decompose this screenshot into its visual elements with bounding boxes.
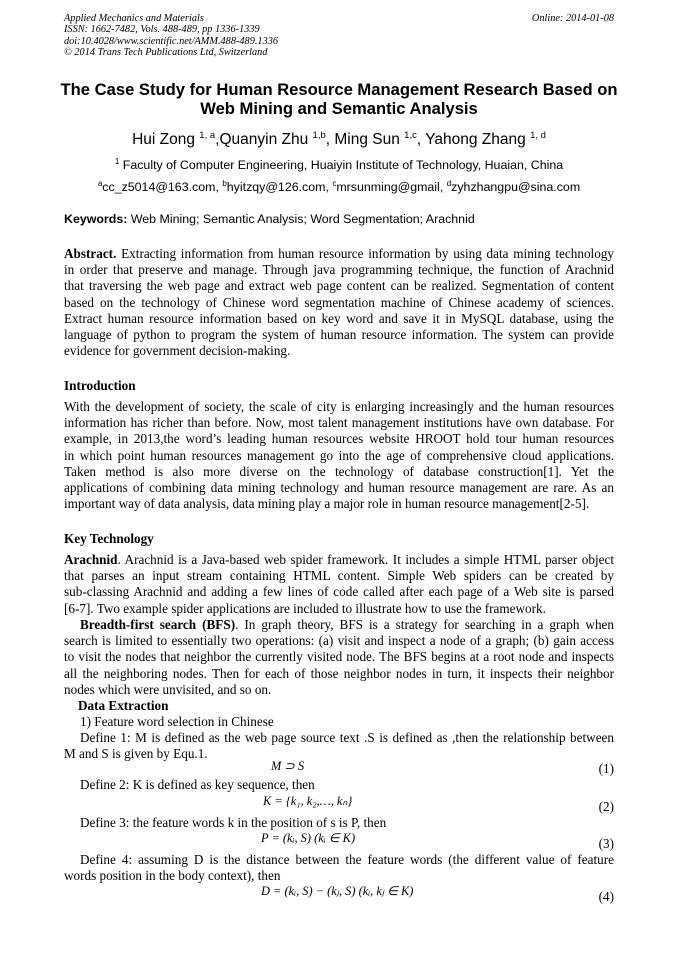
equation-1-number: (1) <box>598 761 614 776</box>
author-sep: , <box>325 131 331 149</box>
abstract-line: Extract human resource information based on key word and save it in MySQL database, using the <box>64 310 614 326</box>
key-technology-heading: Key Technology <box>64 531 154 546</box>
abstract-line: Extracting information from human resource information by using data mining technology <box>116 246 614 261</box>
abstract <box>64 246 614 359</box>
introduction-line: information has richer than before. Now, most talent management institutions have own database. For <box>64 415 614 431</box>
bfs-line: all the neighboring nodes. Then for each of those neighbor nodes in turn, it inspects their neighbor <box>64 665 614 681</box>
doi: doi:10.4028/www.scientific.net/AMM.488-489.1336 <box>64 35 279 47</box>
keywords-text: Web Mining; Semantic Analysis; Word Segmentation; Arachnid <box>130 212 475 226</box>
equation-2: K = {k₁, k₂,…, kₙ} <box>263 794 353 808</box>
title-line-1: The Case Study for Human Resource Management Research Based on <box>60 80 618 99</box>
define4-paragraph <box>64 852 614 884</box>
data-extraction-heading: Data Extraction <box>78 698 169 713</box>
online-date: Online: 2014-01-08 <box>531 13 614 24</box>
paper-title <box>40 80 638 118</box>
arachnid-line: sub-classing Arachnid and adding a few lines of code called after each page of a Web site is parsed <box>64 584 614 600</box>
issn: ISSN: 1662-7482, Vols. 488-489, pp 1336-1339 <box>64 24 260 36</box>
introduction-line: important way of data analysis, data mining play a major role in human resource management[2-5]. <box>64 496 590 512</box>
email: zyhzhangpu@sina.com <box>451 180 581 195</box>
bfs-line: search is limited to essentially two operations: (a) visit and inspect a node of a graph; (b) gain access <box>64 633 614 649</box>
define4-line: Define 4: assuming D is the distance between the feature words (the different value of feature <box>80 852 614 867</box>
email-sup: d <box>446 179 452 188</box>
arachnid-line: . Arachnid is a Java-based web spider framework. It includes a simple HTML parser object <box>117 552 614 567</box>
define1-paragraph <box>64 730 614 762</box>
define4-line: words position in the body context), then <box>64 868 281 884</box>
author-sup: 1,b <box>312 130 326 141</box>
author-sup: 1,c <box>404 130 417 141</box>
abstract-line: language of python to program the system of human resource information. The system can provide <box>64 327 614 343</box>
arachnid-line: [6-7]. Two example spider applications are included to illustrate how to use the framework. <box>64 600 546 616</box>
bfs-line: to visit the nodes that neighbor the currently visited node. The BFS begins at a root node and inspects <box>64 649 614 665</box>
define1-line: M and S is given by Equ.1. <box>64 746 208 762</box>
introduction-heading: Introduction <box>64 378 136 393</box>
equation-4-number: (4) <box>598 889 614 904</box>
equation-4: D = (kᵢ, S) − (kⱼ, S) (kᵢ, kⱼ ∈ K) <box>261 884 414 898</box>
bfs-line: nodes which were unvisited, and so on. <box>64 681 272 697</box>
arachnid-label: Arachnid <box>64 552 118 567</box>
abstract-label: Abstract. <box>64 246 117 261</box>
author-sep: , <box>416 131 422 149</box>
email: hyitzqy@126.com, <box>226 180 333 195</box>
define1-line: Define 1: M is defined as the web page source text .S is defined as ,then the relationship between <box>80 730 614 745</box>
feature-selection-subheading: 1) Feature word selection in Chinese <box>80 714 274 729</box>
author-name: Yahong Zhang <box>425 131 526 149</box>
introduction-line: example, in 2013,the word’s leading human resources website HROOT hold tour human resources <box>64 431 614 447</box>
equation-2-number: (2) <box>598 799 614 814</box>
author-sup: 1, a <box>199 130 216 141</box>
introduction-line: Taken method is also more diverse on the technology of database construction[1]. Yet the <box>64 463 614 479</box>
equation-1: M ⊃ S <box>271 759 305 773</box>
email-list <box>40 179 638 194</box>
introduction-line: in which point human resources management go into the age of comprehensive cloud applications. <box>64 447 614 463</box>
affiliation <box>40 157 638 172</box>
email-sup: a <box>97 179 103 188</box>
introduction-line: With the development of society, the scale of city is enlarging increasingly and the human resources <box>64 399 614 414</box>
introduction-body <box>64 399 614 512</box>
define2-line: Define 2: K is defined as key sequence, then <box>80 777 315 792</box>
bfs-paragraph <box>64 617 614 698</box>
arachnid-line: that parses an input stream containing HTML content. Simple Web spiders can be created by <box>64 568 614 584</box>
email-sup: b <box>222 179 227 188</box>
bfs-label: Breadth-first search (BFS) <box>80 617 236 632</box>
author-sup: 1, d <box>530 130 546 141</box>
author-name: Ming Sun <box>334 131 400 149</box>
affiliation-sup: 1 <box>114 157 120 166</box>
keywords-label: Keywords: <box>64 212 128 226</box>
arachnid-paragraph <box>64 552 614 617</box>
abstract-line: based on the technology of Chinese word segmentation machine of Chinese academy of sciences. <box>64 294 614 310</box>
journal-name: Applied Mechanics and Materials <box>64 13 204 24</box>
copyright: © 2014 Trans Tech Publications Ltd, Switzerland <box>64 47 268 59</box>
keywords <box>64 212 475 226</box>
define3-line: Define 3: the feature words k in the position of s is P, then <box>80 815 387 830</box>
bfs-line: . In graph theory, BFS is a strategy for searching in a graph when <box>235 617 614 632</box>
email-sup: c <box>332 179 337 188</box>
abstract-line: evidence for government decision-making. <box>64 343 291 359</box>
equation-3-number: (3) <box>598 836 614 851</box>
author-name: Quanyin Zhu <box>219 131 309 149</box>
title-line-2: Web Mining and Semantic Analysis <box>200 99 478 118</box>
abstract-line: that traversing the web page and extract web page content can be realized. Segmentation of content <box>64 278 614 294</box>
journal-info <box>64 13 278 59</box>
email: mrsunming@gmail, <box>336 180 447 195</box>
abstract-line: in order that preserve and manage. Through java programming technique, the function of Arachnid <box>64 262 614 278</box>
email: cc_z5014@163.com, <box>102 180 223 195</box>
introduction-line: applications of combining data mining technology and human resource management are rare. As an <box>64 480 614 496</box>
affiliation-text: Faculty of Computer Engineering, Huaiyin Institute of Technology, Huaian, China <box>122 158 564 173</box>
author-list <box>40 130 638 149</box>
equation-3: P = (kᵢ, S) (kᵢ ∈ K) <box>261 831 356 845</box>
author-name: Hui Zong <box>132 131 195 149</box>
author-sep: , <box>215 131 220 149</box>
